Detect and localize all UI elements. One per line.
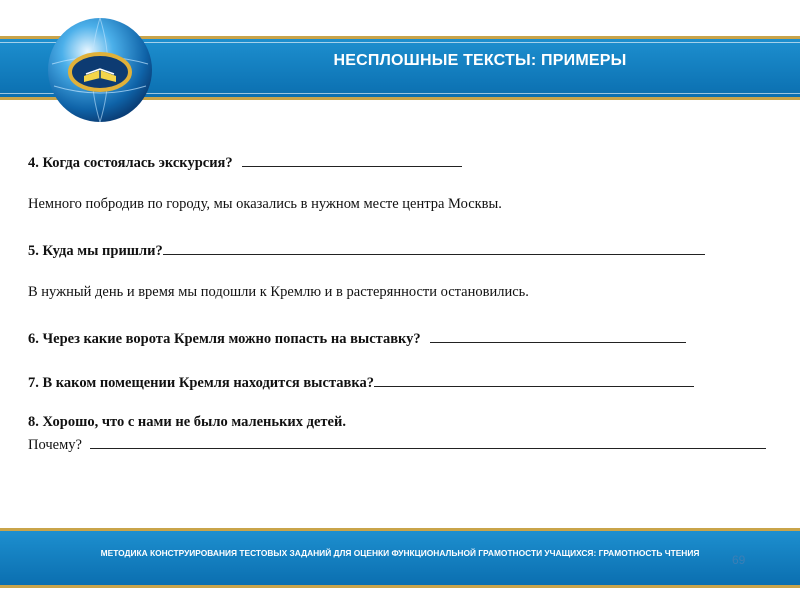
- question-8: [28, 414, 346, 431]
- answer-blank-7[interactable]: [374, 372, 694, 387]
- book-globe-icon: [44, 14, 156, 126]
- question-5: 5. Куда мы пришли?: [28, 243, 163, 259]
- question-6: 6. Через какие ворота Кремля можно попасть на выставку?: [28, 331, 421, 347]
- page-number: 69: [732, 553, 746, 567]
- slide-title: НЕСПЛОШНЫЕ ТЕКСТЫ: ПРИМЕРЫ: [333, 52, 627, 69]
- paragraph-1: Немного побродив по городу, мы оказались в нужном месте центра Москвы.: [28, 196, 502, 212]
- question-4: 4. Когда состоялась экскурсия?: [28, 155, 233, 171]
- question-8-text: 8. Хорошо, что с нами не было маленьких детей.: [28, 414, 346, 430]
- question-6-line: [28, 328, 686, 348]
- question-8-why-line: [28, 434, 766, 454]
- answer-blank-8[interactable]: [90, 434, 766, 449]
- question-7: 7. В каком помещении Кремля находится выставка?: [28, 375, 374, 391]
- answer-blank-6[interactable]: [430, 328, 686, 343]
- question-5-line: [28, 240, 705, 260]
- question-8-why: Почему?: [28, 437, 82, 453]
- footer-band: [0, 528, 800, 588]
- question-4-line: [28, 152, 462, 172]
- footer-text: МЕТОДИКА КОНСТРУИРОВАНИЯ ТЕСТОВЫХ ЗАДАНИЙ ДЛЯ ОЦЕНКИ ФУНКЦИОНАЛЬНОЙ ГРАМОТНОСТИ УЧАЩИХСЯ: ГРАМОТНОСТЬ ЧТЕНИЯ: [100, 548, 700, 558]
- paragraph-2: В нужный день и время мы подошли к Кремлю и в растерянности остановились.: [28, 284, 529, 300]
- answer-blank-5[interactable]: [163, 240, 705, 255]
- question-7-line: [28, 372, 694, 392]
- answer-blank-4[interactable]: [242, 152, 462, 167]
